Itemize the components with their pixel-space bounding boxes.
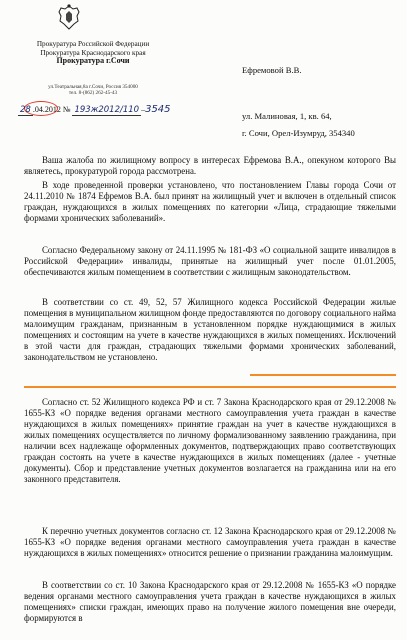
number-value: 193ж2012/110 [74, 105, 140, 115]
paragraph-6: К перечню учетных документов согласно ст. 12 Закона Краснодарского края от 29.12.2008 № 1655-КЗ «О порядке ведения органами местного самоуправления учета граждан в качестве нуждающихся в жилых помещениях» относится решение о признании гражданина малоимущим. [24, 526, 396, 559]
org-line-3: Прокуратура г.Сочи [56, 56, 130, 66]
organization-address [18, 84, 168, 97]
highlight-line-2 [24, 386, 396, 388]
coat-of-arms-icon [56, 3, 82, 33]
address-line-2: тел. 8-(862) 262-45-43 [68, 90, 118, 97]
number-suffix: 3545 [145, 104, 171, 115]
org-line-2: Прокуратура Краснодарского края [40, 48, 146, 57]
recipient-street: ул. Малиновая, 1, кв. 64, [242, 111, 332, 121]
paragraph-7: В соответствии со ст. 10 Закона Краснодарского края от 29.12.2008 № 1655-КЗ «О порядке ведения органами местного самоуправления учета граждан в качестве нуждающихся в жилых помещениях» списки граждан, имеющих право на получение жилого помещения вне очереди, формируются в [24, 580, 396, 624]
organization-header [18, 40, 168, 66]
recipient-city: г. Сочи, Орел-Изумруд, 354340 [242, 128, 355, 138]
outgoing-number: 28 .04.2012 № 193ж2012/110 –3545 [20, 104, 171, 115]
paragraph-4: В соответствии со ст. 49, 52, 57 Жилищного кодекса Российской Федерации жилые помещения в муниципальном жилищном фонде предоставляются по договору социального найма малоимущим гражданам, признанным в установленном порядке нуждающимися в жилых помещениях и состоящим на учете в качестве нуждающихся в жилых помещениях. Исключений в этой части для граждан, страдающих тяжелыми формами хронических заболеваний, законодательством не установлено. [24, 297, 396, 363]
highlight-line-1 [250, 374, 396, 376]
recipient-name: Ефремовой В.В. [242, 65, 302, 75]
org-line-1: Прокуратура Российской Федерации [36, 40, 150, 48]
paragraph-5: Согласно ст. 52 Жилищного кодекса РФ и ст. 7 Закона Краснодарского края от 29.12.2008 № 1655-КЗ «О порядке ведения органами местного самоуправления учета граждан в качестве нуждающихся в жилых помещениях» принятие граждан на учет в качестве нуждающихся в жилых помещениях осуществляется по личному формализованному заявлению гражданина, при наличии всех надлежаще оформленных документов, подтверждающих право соответствующих граждан состоять на учете в качестве нуждающихся в жилых помещениях (далее - учетные документы). Сбор и представление учетных документов возлагается на гражданина или на его законного представителя. [24, 397, 396, 485]
number-day: 28 [20, 105, 31, 115]
paragraph-1: Ваша жалоба по жилищному вопросу в интересах Ефремова В.А., опекуном которого Вы являетесь, прокуратурой города рассмотрена. [24, 155, 396, 177]
address-line-1: ул.Театральная,8а г.Сочи, Россия 354000 [48, 84, 138, 90]
number-date: .04.2012 № [32, 105, 71, 114]
paragraph-2: В ходе проведенной проверки установлено, что постановлением Главы города Сочи от 24.11.2010 № 1874 Ефремов В.А. был принят на жилищный учет и включен в отдельный список граждан, нуждающихся в жилых помещениях по категории «Лица, страдающие тяжелыми формами хронических заболеваний». [24, 180, 396, 224]
paragraph-3: Согласно Федеральному закону от 24.11.1995 № 181-ФЗ «О социальной защите инвалидов в Российской Федерации» инвалиды, принятые на жилищный учет после 01.01.2005, обеспечиваются жилым помещением в соответствии с жилищным законодательством. [24, 245, 396, 278]
